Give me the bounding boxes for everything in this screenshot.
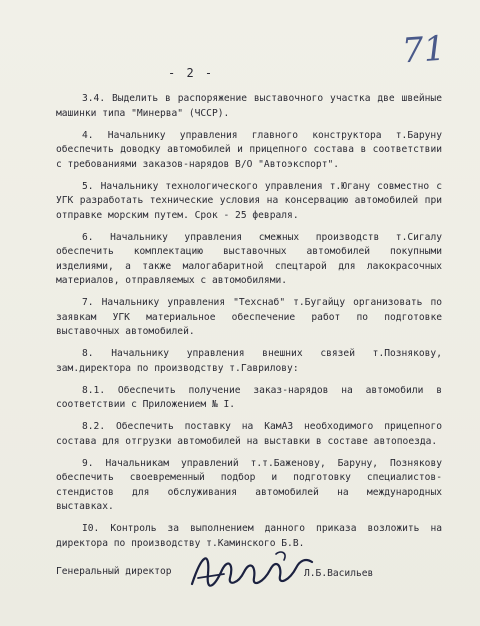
paragraph-8: 8. Начальнику управления внешних связей т.Познякову, зам.директора по производству т.Гаврилову:	[56, 348, 442, 374]
paragraph-4: 4. Начальнику управления главного конструктора т.Баруну обеспечить доводку автомобилей и прицепного состава в соответствии с требованиями заказов-нарядов В/О "Автоэкспорт".	[56, 129, 442, 170]
handwritten-signature	[184, 544, 324, 600]
signatory-name: Л.Б.Васильев	[304, 568, 374, 579]
document-body	[0, 92, 480, 559]
archive-page-mark: 71	[400, 28, 447, 72]
signatory-title: Генеральный директор	[56, 566, 172, 577]
paragraph-8-2: 8.2. Обеспечить поставку на КамАЗ необходимого прицепного состава для отгрузки автомобилей на выставки в составе автопоезда.	[56, 421, 442, 447]
paragraph-3-4: 3.4. Выделить в распоряжение выставочного участка две швейные машинки типа "Минерва" (ЧССР).	[56, 93, 442, 119]
paragraph-5: 5. Начальнику технологического управления т.Югану совместно с УГК разработать технические условия на консервацию автомобилей при отправке морским путем. Срок - 25 февраля.	[56, 180, 442, 221]
paragraph-9: 9. Начальникам управлений т.т.Баженову, Баруну, Познякову обеспечить своевременный подбор и подготовку специалистов-стендистов для обслуживания автомобилей на международных выставках.	[56, 457, 442, 512]
paragraph-7: 7. Начальнику управления "Техснаб" т.Бугайцу организовать по заявкам УГК материальное обеспечение работ по подготовке выставочных автомобилей.	[56, 297, 442, 337]
paragraph-8-1: 8.1. Обеспечить получение заказ-нарядов на автомобили в соответствии с Приложением № I.	[56, 384, 442, 410]
page-number: - 2 -	[168, 66, 215, 80]
signature-block	[56, 560, 456, 600]
paragraph-6: 6. Начальнику управления смежных производств т.Сигалу обеспечить комплектацию выставочных автомобилей покупными изделиями, а также малогабаритной спецтарой для лакокрасочных материалов, отправляемых с автомобилями.	[56, 231, 442, 286]
paragraph-10: I0. Контроль за выполнением данного приказа возложить на директора по производству т.Каминского Б.В.	[56, 523, 442, 549]
